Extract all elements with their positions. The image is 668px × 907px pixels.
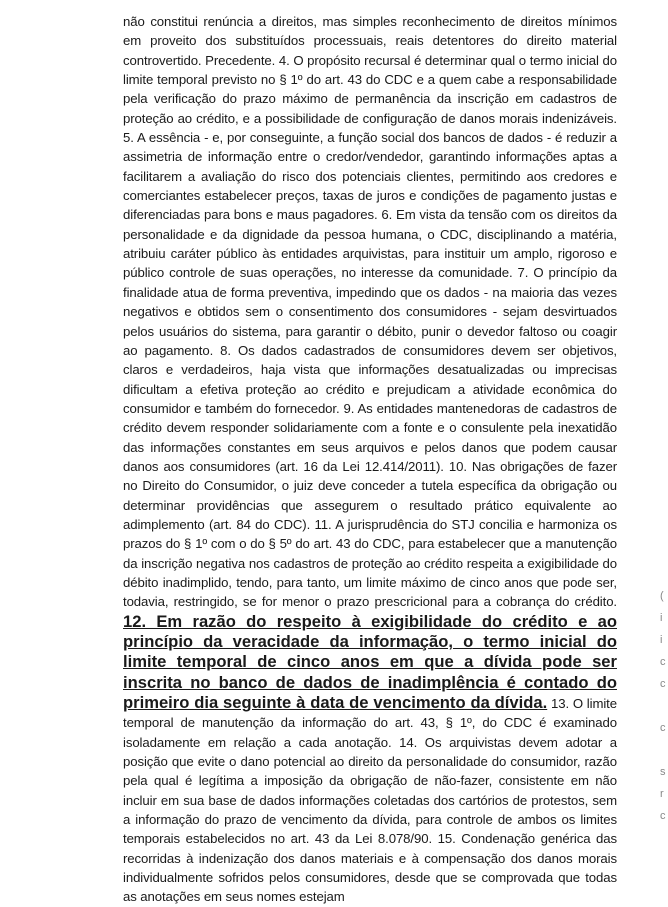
edge-mark [660,700,668,722]
edge-mark: c [660,678,666,690]
edge-mark: i [660,612,663,624]
edge-mark: ( [660,590,664,602]
body-paragraph [123,12,617,907]
edge-mark [660,744,668,766]
edge-mark: c [660,656,666,668]
cropped-edge-text [660,590,668,832]
paragraph-text-after: 13. O limite temporal de manutenção da informação do art. 43, § 1º, do CDC é examinado isoladamente em relação a cada anotação. 14. Os arquivistas devem adotar a posição que evite o dano potencial ao direito da personalidade do consumidor, razão pela qual é legítima a imposição da obrigação de não-fazer, consistente em não incluir em sua base de dados informações coletadas dos cartórios de protestos, sem a informação do prazo de vencimento da dívida, para controle de ambos os limites temporais estabelecidos no art. 43 da Lei 8.078/90. 15. Condenação genérica das recorridas à indenização dos danos materiais e à compensação dos danos morais individualmente sofridos pelos consumidores, desde que se comprovada que todas as anotações em seus nomes estejam [123,696,617,905]
edge-mark: s [660,766,666,778]
paragraph-text-before: não constitui renúncia a direitos, mas simples reconhecimento de direitos mínimos em proveito dos substituídos processuais, reais detentores do direito material controvertido. Precedente. 4. O propósito recursal é determinar qual o termo inicial do limite temporal previsto no § 1º do art. 43 do CDC e a quem cabe a responsabilidade pela verificação do prazo máximo de permanência da inscrição em cadastros de proteção ao crédito, e a possibilidade de configuração de danos morais indenizáveis. 5. A essência - e, por conseguinte, a função social dos bancos de dados - é reduzir a assimetria de informação entre o credor/vendedor, garantindo informações aptas a facilitarem a avaliação do risco dos potenciais clientes, permitindo aos credores e comerciantes estabelecer preços, taxas de juros e condições de pagamento justas e diferenciadas para bons e maus pagadores. 6. Em vista da tensão com os direitos da personalidade e da dignidade da pessoa humana, o CDC, disciplinando a matéria, atribuiu caráter público às entidades arquivistas, para instituir um amplo, rigoroso e público controle de suas operações, no interesse da comunidade. 7. O princípio da finalidade atua de forma preventiva, impedindo que os dados - na maioria das vezes negativos e obtidos sem o consentimento dos consumidores - sejam desvirtuados pelos usuários do sistema, para garantir o débito, punir o devedor faltoso ou coagir ao pagamento. 8. Os dados cadastrados de consumidores devem ser objetivos, claros e verdadeiros, haja vista que informações desatualizadas ou imprecisas dificultam a efetiva proteção ao crédito e prejudicam a atividade econômica do consumidor e também do fornecedor. 9. As entidades mantenedoras de cadastros de crédito devem responder solidariamente com a fonte e o consulente pela inexatidão das informações constantes em seus arquivos e pelos danos que podem causar danos aos consumidores (art. 16 da Lei 12.414/2011). 10. Nas obrigações de fazer no Direito do Consumidor, o juiz deve conceder a tutela específica da obrigação ou determinar providências que assegurem o resultado prático equivalente ao adimplemento (art. 84 do CDC). 11. A jurisprudência do STJ concilia e harmoniza os prazos do § 1º com o do § 5º do art. 43 do CDC, para estabelecer que a manutenção da inscrição negativa nos cadastros de proteção ao crédito respeita a exigibilidade do débito inadimplido, tendo, para tanto, um limite máximo de cinco anos que pode ser, todavia, restringido, se for menor o prazo prescricional para a cobrança do crédito. [123,14,617,610]
document-page [123,12,617,907]
edge-mark: c [660,722,666,734]
emphasized-holding: 12. Em razão do respeito à exigibilidade do crédito e ao princípio da veracidade da informação, o termo inicial do limite temporal de cinco anos em que a dívida pode ser inscrita no banco de dados de inadimplência é contado do primeiro dia seguinte à data de vencimento da dívida. [123,611,617,713]
edge-mark: c [660,810,666,822]
edge-mark: i [660,634,663,646]
edge-mark: r [660,788,664,800]
